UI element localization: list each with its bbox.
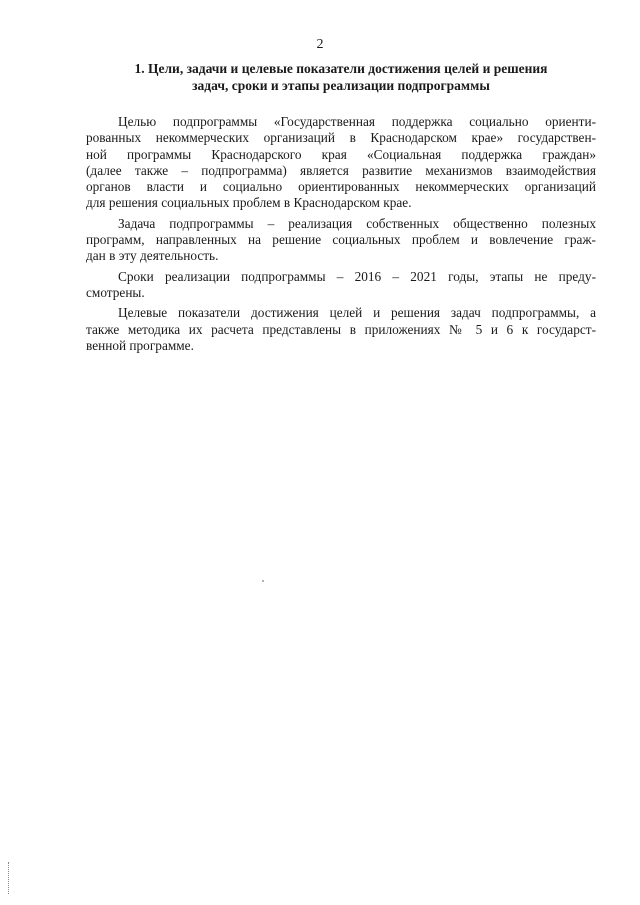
paragraph-terms: [86, 269, 596, 302]
text-line: также методика их расчета представлены в приложениях № 5 и 6 к государст-: [86, 321, 596, 337]
scan-margin-mark: [8, 862, 10, 894]
text-line: Сроки реализации подпрограммы – 2016 – 2021 годы, этапы не преду-: [118, 268, 596, 284]
paragraph-indicators: [86, 305, 596, 354]
text-line: венной программе.: [86, 337, 194, 353]
text-line: смотрены.: [86, 284, 145, 300]
section-heading: [96, 60, 586, 94]
section-heading-line: задач, сроки и этапы реализации подпрограммы: [192, 78, 490, 93]
text-line: дан в эту деятельность.: [86, 248, 219, 264]
text-line: программ, направленных на решение социальных проблем и вовлечение граж-: [86, 232, 596, 248]
text-line: Задача подпрограммы – реализация собственных общественно полезных: [118, 215, 596, 231]
paragraph-goal: [86, 114, 596, 212]
page-number: 2: [316, 37, 324, 52]
text-line: (далее также – подпрограмма) является развитие механизмов взаимодействия: [86, 162, 596, 178]
section-heading-line: 1. Цели, задачи и целевые показатели достижения целей и решения: [134, 61, 548, 76]
text-line: органов власти и социально ориентированных некоммерческих организаций: [86, 179, 596, 195]
paragraph-task: [86, 216, 596, 265]
scan-speck: [262, 580, 264, 582]
body-text: [86, 114, 596, 358]
text-line: Целью подпрограммы «Государственная поддержка социально ориенти-: [118, 114, 596, 129]
text-line: Целевые показатели достижения целей и решения задач подпрограммы, а: [118, 305, 596, 321]
text-line: для решения социальных проблем в Краснодарском крае.: [86, 195, 412, 211]
text-line: рованных некоммерческих организаций в Краснодарском крае» государствен-: [86, 130, 596, 146]
text-line: ной программы Краснодарского края «Социальная поддержка граждан»: [86, 146, 596, 162]
